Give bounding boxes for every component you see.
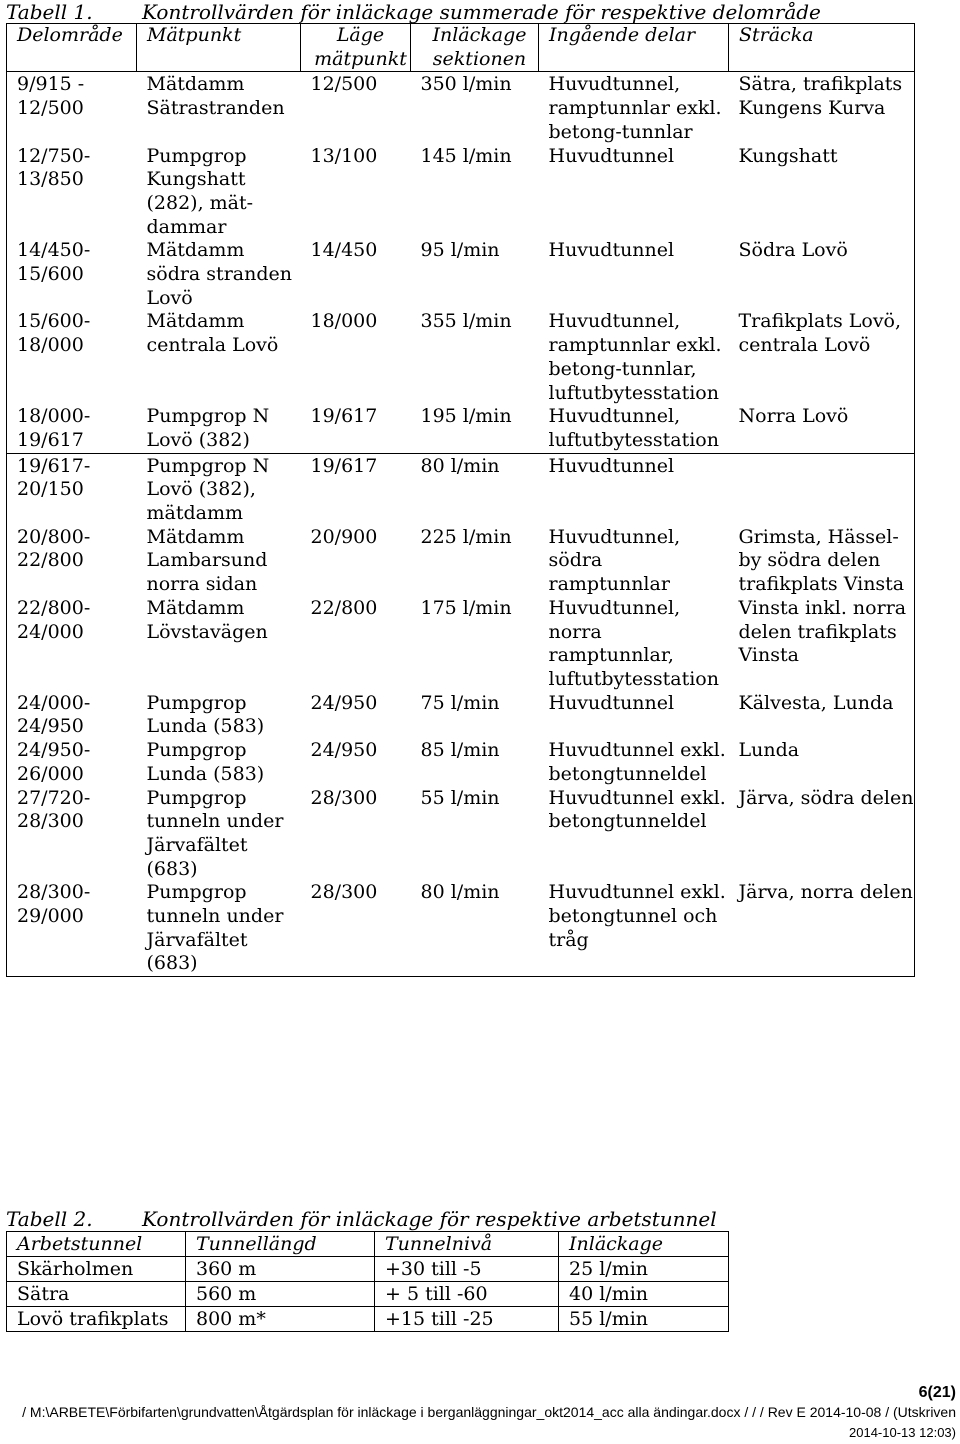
inlackage-cell: 350 l/min [420,73,512,96]
stracka-cell: Kälvesta, Lunda [738,691,894,714]
table2-header [7,1232,729,1257]
matpunkt-cell: Mätdamm Lambarsund norra sidan [146,525,268,596]
matpunkt-cell: Pumpgrop tunneln under Järvafältet (683) [146,786,284,880]
table1 [6,23,915,977]
table2-cell: Skärholmen [7,1257,186,1282]
inlackage-cell: 195 l/min [420,405,512,428]
table2-cell: Sätra [7,1282,186,1307]
matpunkt-cell: Mätdamm centrala Lovö [146,310,279,357]
lage-cell: 24/950 [310,739,378,762]
matpunkt-cell: Mätdamm södra stranden Lovö [146,239,292,309]
table2-cell: +15 till -25 [375,1307,559,1332]
stracka-cell: Södra Lovö [738,239,848,262]
matpunkt-cell: Pumpgrop N Lovö (382), mätdamm [146,454,270,525]
ingaende-delar-cell: Huvudtunnel, södra ramptunnlar [548,525,681,596]
table-row [7,453,915,526]
delomrade-cell: 28/300-29/000 [17,881,91,928]
table-row [7,239,915,310]
delomrade-cell: 15/600-18/000 [17,310,91,357]
matpunkt-cell: Pumpgrop Lunda (583) [146,691,265,738]
table-row [7,145,915,240]
table2-title: Kontrollvärden för inläckage för respektive arbetstunnel [142,1207,717,1231]
table1-caption [6,0,821,24]
stracka-cell: Järva, södra delen [738,786,914,809]
inlackage-cell: 75 l/min [420,691,500,714]
ingaende-delar-cell: Huvudtunnel [548,691,675,714]
ingaende-delar-cell: Huvudtunnel, norra ramptunnlar, luftutbytesstation [548,596,719,690]
table-row [7,1257,729,1282]
delomrade-cell: 22/800-24/000 [17,596,91,643]
table2-cell: 40 l/min [559,1282,729,1307]
matpunkt-cell: Pumpgrop Kungshatt (282), mät-dammar [146,144,254,238]
table2-header-cell: Tunnellängd [186,1232,375,1257]
ingaende-delar-cell: Huvudtunnel [548,144,675,167]
table1-header-cell: Delområde [7,24,137,72]
lage-cell: 24/950 [310,691,378,714]
matpunkt-cell: Pumpgrop Lunda (583) [146,739,265,785]
ingaende-delar-cell: Huvudtunnel [548,239,675,262]
lage-cell: 14/450 [310,239,378,262]
ingaende-delar-cell: Huvudtunnel exkl. betongtunnel och tråg [548,881,726,951]
inlackage-cell: 145 l/min [420,144,512,167]
lage-cell: 13/100 [310,144,378,167]
table2-cell: 360 m [186,1257,375,1282]
table-row [7,310,915,405]
table1-header-cell: Inläckage sektionen [411,24,539,72]
stracka-cell: Kungshatt [738,144,838,167]
table1-header-cell: Sträcka [729,24,915,72]
lage-cell: 28/300 [310,786,378,809]
matpunkt-cell: Pumpgrop tunneln under Järvafältet (683) [146,881,284,975]
table1-header-cell: Ingående delar [539,24,729,72]
table1-header [7,24,915,72]
table2-cell: 800 m* [186,1307,375,1332]
inlackage-cell: 80 l/min [420,881,500,904]
print-timestamp: 2014-10-13 12:03) [849,1425,956,1440]
table2-cell: Lovö trafikplats [7,1307,186,1332]
ingaende-delar-cell: Huvudtunnel, ramptunnlar exkl. betong-tunnlar, luftutbytesstation [548,310,722,404]
table1-header-cell: Mätpunkt [137,24,301,72]
table2-cell: 25 l/min [559,1257,729,1282]
table1-group [7,72,915,453]
delomrade-cell: 24/950-26/000 [17,739,91,785]
ingaende-delar-cell: Huvudtunnel exkl. betongtunneldel [548,739,726,785]
table2-caption [6,1207,717,1231]
lage-cell: 19/617 [310,454,378,477]
stracka-cell: Järva, norra delen [738,881,913,904]
table2 [6,1231,729,1332]
matpunkt-cell: Mätdamm Lövstavägen [146,596,268,643]
table2-cell: +30 till -5 [375,1257,559,1282]
table2-cell: 560 m [186,1282,375,1307]
delomrade-cell: 27/720-28/300 [17,786,91,833]
ingaende-delar-cell: Huvudtunnel exkl. betongtunneldel [548,786,726,833]
table1-label: Tabell 1. [6,0,93,24]
delomrade-cell: 24/000-24/950 [17,691,91,738]
table1-title: Kontrollvärden för inläckage summerade för respektive delområde [142,0,821,24]
table2-header-cell: Tunnelnivå [375,1232,559,1257]
matpunkt-cell: Mätdamm Sätrastranden [146,73,285,120]
lage-cell: 19/617 [310,405,378,428]
table-row [7,1282,729,1307]
ingaende-delar-cell: Huvudtunnel [548,454,675,477]
delomrade-cell: 14/450-15/600 [17,239,91,286]
matpunkt-cell: Pumpgrop N Lovö (382) [146,405,270,451]
table2-header-cell: Arbetstunnel [7,1232,186,1257]
document-path: / M:\ARBETE\Förbifarten\grundvatten\Åtgärdsplan för inläckage i berganläggningar_okt2014_acc alla ändingar.docx / / / Rev E 2014-10-08 / (Utskriven [22,1404,956,1420]
table-row [7,881,915,976]
inlackage-cell: 355 l/min [420,310,512,333]
stracka-cell: Vinsta inkl. norra delen trafikplats Vinsta [738,596,907,667]
delomrade-cell: 19/617-20/150 [17,454,91,501]
inlackage-cell: 175 l/min [420,596,512,619]
inlackage-cell: 95 l/min [420,239,500,262]
table2-cell: 55 l/min [559,1307,729,1332]
table-row [7,72,915,145]
delomrade-cell: 18/000-19/617 [17,405,91,451]
stracka-cell: Lunda [738,739,800,762]
delomrade-cell: 9/915 - 12/500 [17,73,85,120]
stracka-cell [729,453,915,526]
ingaende-delar-cell: Huvudtunnel, luftutbytesstation [548,405,719,451]
table-row [7,739,915,786]
inlackage-cell: 80 l/min [420,454,500,477]
ingaende-delar-cell: Huvudtunnel, ramptunnlar exkl. betong-tunnlar [548,73,722,143]
inlackage-cell: 55 l/min [420,786,500,809]
lage-cell: 28/300 [310,881,378,904]
table2-header-cell: Inläckage [559,1232,729,1257]
page-number: 6(21) [918,1384,956,1401]
lage-cell: 20/900 [310,525,378,548]
table-row [7,787,915,882]
table1-header-cell: Läge mätpunkt [301,24,411,72]
table-row [7,692,915,739]
table-row [7,1307,729,1332]
inlackage-cell: 225 l/min [420,525,512,548]
delomrade-cell: 20/800-22/800 [17,525,91,572]
inlackage-cell: 85 l/min [420,739,500,762]
delomrade-cell: 12/750-13/850 [17,144,91,191]
lage-cell: 22/800 [310,596,378,619]
table2-label: Tabell 2. [6,1207,93,1231]
table-row [7,597,915,692]
stracka-cell: Trafikplats Lovö, centrala Lovö [738,310,902,357]
stracka-cell: Norra Lovö [738,405,849,428]
table1-group [7,453,915,976]
lage-cell: 18/000 [310,310,378,333]
table-row [7,526,915,597]
lage-cell: 12/500 [310,73,378,96]
table2-cell: + 5 till -60 [375,1282,559,1307]
stracka-cell: Sätra, trafikplats Kungens Kurva [738,73,903,120]
table-row [7,405,915,453]
stracka-cell: Grimsta, Hässel-by södra delen trafikplats Vinsta [738,525,905,596]
